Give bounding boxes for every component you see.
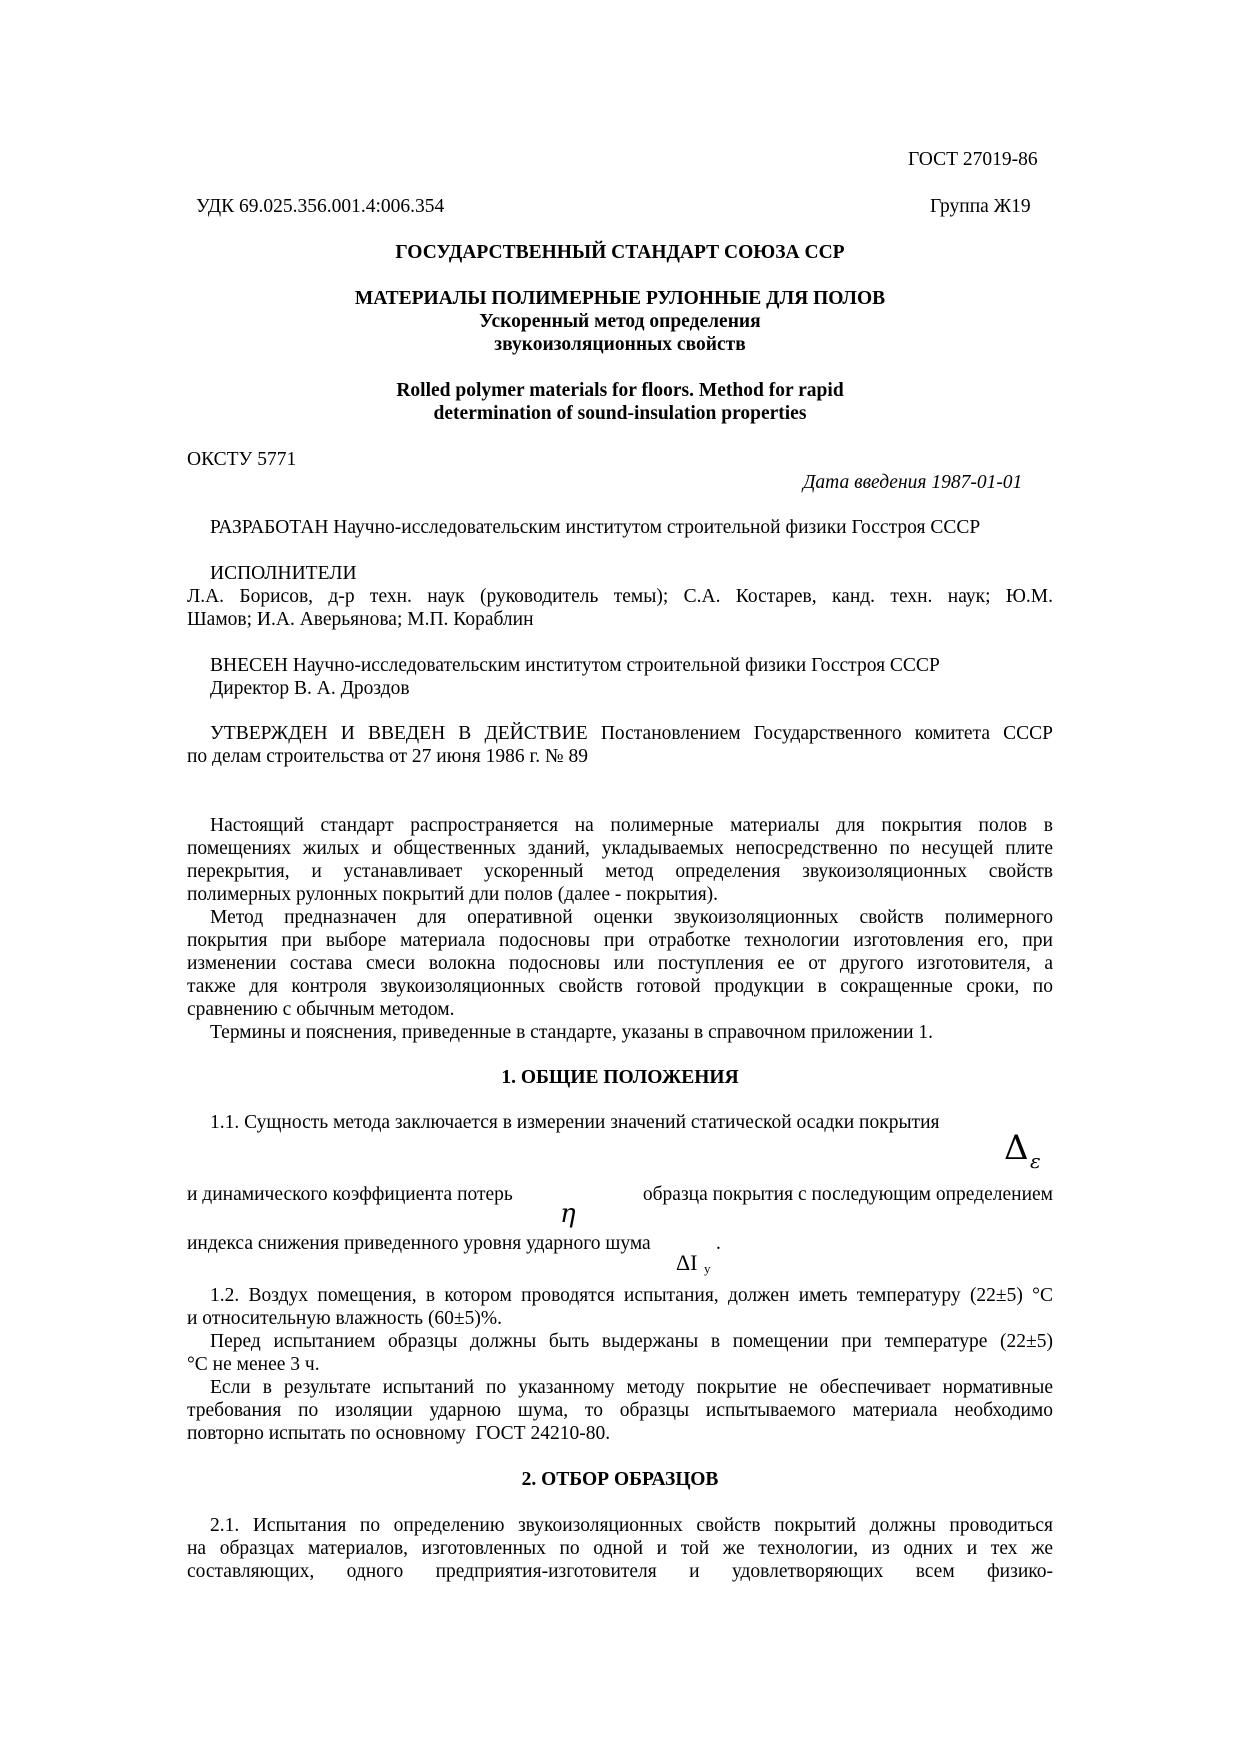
delta-i-symbol: ΔI (676, 1250, 698, 1275)
english-title-line-2: determination of sound-insulation properties (433, 403, 807, 424)
p1-2-line-2: и относительную влажность (60±5)%. (187, 1308, 502, 1329)
english-title-line-1: Rolled polymer materials for floors. Method for rapid (396, 380, 844, 401)
p1-1-line-2-part-b: образца покрытия с последующим определением (642, 1184, 1053, 1205)
p2-1-line-3: составляющих, одного предприятия-изготовителя и удовлетворяющих всем физико- (187, 1561, 1053, 1582)
section-1-heading: 1. ОБЩИЕ ПОЛОЖЕНИЯ (501, 1067, 739, 1088)
executors-line-1: Л.А. Борисов, д-р техн. наук (руководитель темы); С.А. Костарев, канд. техн. наук; Ю.М. (187, 586, 1053, 607)
subtitle-line-2: звукоизоляционных свойств (494, 334, 746, 355)
executors-line-2: Шамов; И.А. Аверьянова; М.П. Кораблин (187, 609, 534, 630)
intro-p2-line-5: сравнению с обычным методом. (187, 999, 455, 1020)
main-title: МАТЕРИАЛЫ ПОЛИМЕРНЫЕ РУЛОННЫЕ ДЛЯ ПОЛОВ (354, 288, 886, 309)
intro-p1-line-2: помещениях жилых и общественных зданий, укладываемых непосредственно по несущей плите (187, 838, 1053, 859)
p1-4-line-2: требования по изоляции ударною шума, то образцы испытываемого материала необходимо (187, 1400, 1053, 1421)
p1-1-line-1: 1.1. Сущность метода заключается в измерении значений статической осадки покрытия (210, 1112, 940, 1133)
p1-1-line-3: индекса снижения приведенного уровня ударного шума (187, 1233, 651, 1254)
gost-number: ГОСТ 27019-86 (908, 149, 1038, 170)
approved-line-2: по делам строительства от 27 июня 1986 г. № 89 (187, 746, 588, 767)
introduction-date: Дата введения 1987-01-01 (803, 472, 1023, 493)
state-standard-title: ГОСУДАРСТВЕННЫЙ СТАНДАРТ СОЮЗА ССР (395, 242, 845, 263)
intro-p2-line-3: изменении состава смеси волокна подосновы или поступления ее от другого изготовителя, а (187, 953, 1053, 974)
intro-p3: Термины и пояснения, приведенные в стандарте, указаны в справочном приложении 1. (210, 1022, 934, 1043)
p1-3-line-2: °С не менее 3 ч. (187, 1354, 320, 1375)
executors-label: ИСПОЛНИТЕЛИ (210, 563, 357, 584)
p1-2-line-1: 1.2. Воздух помещения, в котором проводятся испытания, должен иметь температуру (22±5) °С (210, 1285, 1053, 1306)
delta-i-subscript: у (704, 1261, 711, 1276)
p2-1-line-1: 2.1. Испытания по определению звукоизоляционных свойств покрытий должны проводиться (210, 1515, 1053, 1536)
intro-p2-line-2: покрытия при выборе материала подосновы при отработке технологии изготовления его, при (187, 930, 1053, 951)
intro-p2-line-1: Метод предназначен для оперативной оценки звукоизоляционных свойств полимерного (210, 907, 1053, 928)
intro-p2-line-4: также для контроля звукоизоляционных свойств готовой продукции в сокращенные сроки, по (187, 976, 1053, 997)
approved-line-1: УТВЕРЖДЕН И ВВЕДЕН В ДЕЙСТВИЕ Постановлением Государственного комитета СССР (210, 723, 1053, 744)
delta-symbol: Δ (1004, 1128, 1029, 1168)
epsilon-subscript: ε (1030, 1149, 1041, 1173)
eta-symbol: η (560, 1199, 576, 1229)
director: Директор В. А. Дроздов (210, 678, 410, 699)
okstu-code: ОКСТУ 5771 (187, 449, 297, 470)
intro-p1-line-4: полимерных рулонных покрытий дли полов (далее - покрытия). (187, 884, 719, 905)
introduced-by: ВНЕСЕН Научно-исследовательским институтом строительной физики Госстроя СССР (210, 655, 940, 676)
p1-4-line-1: Если в результате испытаний по указанному методу покрытие не обеспечивает нормативные (210, 1377, 1053, 1398)
p1-1-line-2-part-a: и динамического коэффициента потерь (187, 1184, 513, 1205)
group-code: Группа Ж19 (930, 196, 1031, 217)
subtitle-line-1: Ускоренный метод определения (479, 311, 761, 332)
udk-code: УДК 69.025.356.001.4:006.354 (196, 196, 445, 217)
section-2-heading: 2. ОТБОР ОБРАЗЦОВ (521, 1469, 719, 1490)
p1-3-line-1: Перед испытанием образцы должны быть выдержаны в помещении при температуре (22±5) (210, 1331, 1053, 1352)
p1-4-line-3: повторно испытать по основному ГОСТ 24210-80. (187, 1423, 611, 1444)
intro-p1-line-1: Настоящий стандарт распространяется на полимерные материалы для покрытия полов в (210, 815, 1053, 836)
developed-by: РАЗРАБОТАН Научно-исследовательским институтом строительной физики Госстроя СССР (210, 517, 981, 538)
intro-p1-line-3: перекрытия, и устанавливает ускоренный метод определения звукоизоляционных свойств (187, 861, 1053, 882)
p2-1-line-2: на образцах материалов, изготовленных по одной и той же технологии, из одних и тех же (187, 1538, 1053, 1559)
p1-1-line-3-period: . (716, 1233, 721, 1254)
